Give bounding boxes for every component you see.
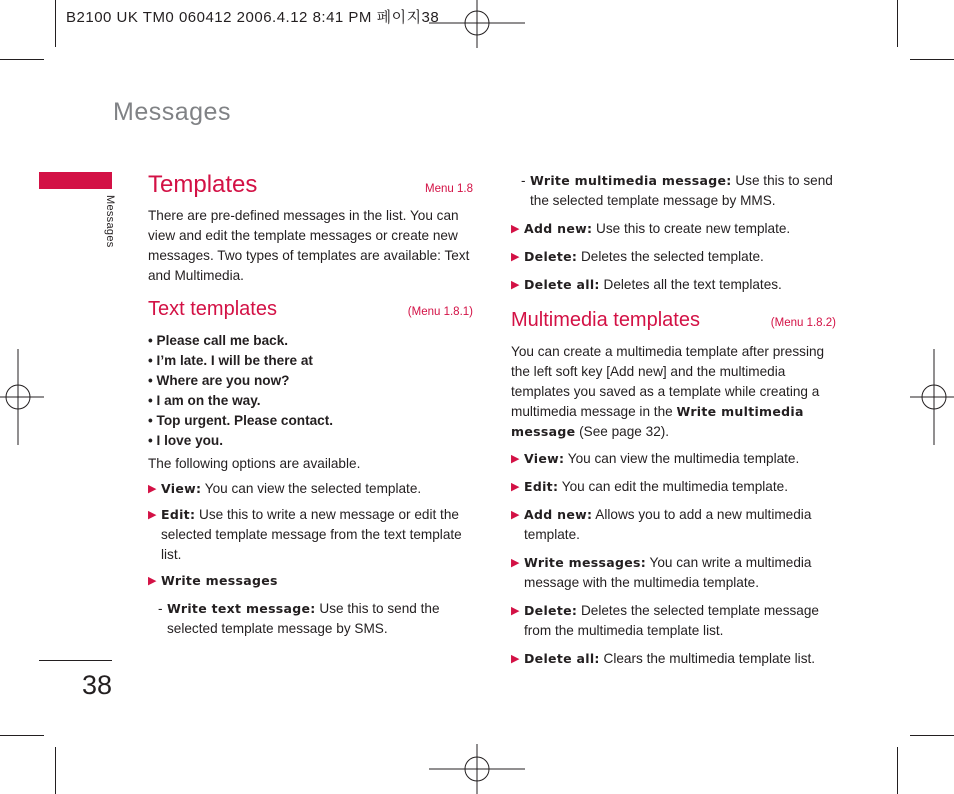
option-item bbox=[511, 505, 836, 545]
option-key: Delete: bbox=[524, 603, 578, 618]
option-item bbox=[511, 553, 836, 593]
sub-option-item bbox=[511, 171, 836, 211]
list-item: • Please call me back. bbox=[148, 333, 289, 348]
mm-intro-text: (See page 32). bbox=[575, 424, 670, 439]
crop-mark bbox=[897, 0, 898, 47]
option-text: Use this to send the selected template message by SMS. bbox=[167, 601, 440, 636]
option-text: Use this to create new template. bbox=[592, 221, 791, 236]
option-text: Allows you to add a new multimedia template. bbox=[524, 507, 812, 542]
section-heading bbox=[148, 171, 473, 203]
mm-intro-paragraph bbox=[511, 342, 836, 442]
triangle-right-icon: ▶ bbox=[511, 557, 520, 569]
triangle-right-icon: ▶ bbox=[148, 509, 157, 521]
list-item: • Where are you now? bbox=[148, 373, 290, 388]
option-item bbox=[511, 649, 836, 669]
side-label: Messages bbox=[104, 195, 116, 248]
option-key: Write messages: bbox=[524, 555, 647, 570]
registration-mark-icon bbox=[910, 349, 954, 445]
option-key: Delete: bbox=[524, 249, 578, 264]
intro-paragraph: There are pre-defined messages in the list. You can view and edit the template messages or create new messages. Two types of templates are available: Text and Multimedia. bbox=[148, 208, 470, 283]
triangle-right-icon: ▶ bbox=[511, 453, 520, 465]
option-item bbox=[511, 219, 836, 239]
templates-title: Templates bbox=[148, 171, 258, 198]
triangle-right-icon: ▶ bbox=[511, 223, 520, 235]
subsection-heading bbox=[148, 297, 473, 324]
crop-mark bbox=[910, 735, 954, 736]
option-item bbox=[511, 247, 836, 267]
option-key: Add new: bbox=[524, 507, 593, 522]
option-text: Deletes all the text templates. bbox=[599, 277, 782, 292]
menu-ref: (Menu 1.8.2) bbox=[770, 317, 836, 329]
dash: - bbox=[158, 601, 163, 616]
dash: - bbox=[521, 173, 526, 188]
list-item: • Top urgent. Please contact. bbox=[148, 413, 334, 428]
option-text: Deletes the selected template message from the multimedia template list. bbox=[524, 603, 819, 638]
triangle-right-icon: ▶ bbox=[511, 605, 520, 617]
crop-mark bbox=[0, 59, 44, 60]
triangle-right-icon: ▶ bbox=[511, 251, 520, 263]
option-item bbox=[511, 601, 836, 641]
option-item bbox=[148, 571, 473, 591]
option-text: Clears the multimedia template list. bbox=[599, 651, 816, 666]
option-key: Edit: bbox=[524, 479, 559, 494]
option-text: You can view the multimedia template. bbox=[564, 451, 800, 466]
sub-option-item bbox=[148, 599, 473, 639]
option-text: Deletes the selected template. bbox=[577, 249, 764, 264]
list-item: • I love you. bbox=[148, 433, 224, 448]
option-text: You can write a multimedia message with the multimedia template. bbox=[524, 555, 812, 590]
option-item bbox=[148, 505, 473, 565]
option-key: Write messages bbox=[161, 573, 278, 588]
list-item: • I am on the way. bbox=[148, 393, 261, 408]
triangle-right-icon: ▶ bbox=[511, 653, 520, 665]
option-key: View: bbox=[161, 481, 202, 496]
option-text: Use this to write a new message or edit the selected template message from the text template list. bbox=[161, 507, 462, 562]
option-key: Add new: bbox=[524, 221, 593, 236]
crop-mark bbox=[55, 747, 56, 794]
print-imprint: B2100 UK TM0 060412 2006.4.12 8:41 PM 페이지38 bbox=[66, 9, 440, 26]
triangle-right-icon: ▶ bbox=[511, 509, 520, 521]
mm-intro-text: You can create a multimedia template after pressing the left soft key [Add new] and the multimedia templates you saved as a template while creating a multimedia message in the bbox=[511, 344, 825, 419]
option-key: Edit: bbox=[161, 507, 196, 522]
crop-mark bbox=[910, 59, 954, 60]
chapter-title: Messages bbox=[113, 98, 231, 126]
option-key: View: bbox=[524, 451, 565, 466]
subsection-heading bbox=[511, 308, 836, 335]
triangle-right-icon: ▶ bbox=[148, 483, 157, 495]
triangle-right-icon: ▶ bbox=[148, 575, 157, 587]
triangle-right-icon: ▶ bbox=[511, 481, 520, 493]
registration-mark-icon bbox=[0, 349, 44, 445]
menu-ref: (Menu 1.8.1) bbox=[407, 306, 473, 318]
crop-mark bbox=[897, 747, 898, 794]
option-key: Write text message: bbox=[167, 601, 316, 616]
option-text: Use this to send the selected template message by MMS. bbox=[530, 173, 833, 208]
option-item bbox=[511, 449, 836, 469]
left-column bbox=[148, 171, 473, 639]
option-key: Write multimedia message bbox=[511, 404, 804, 439]
option-item bbox=[148, 479, 473, 499]
option-text: You can edit the multimedia template. bbox=[558, 479, 788, 494]
triangle-right-icon: ▶ bbox=[511, 279, 520, 291]
registration-mark-icon bbox=[429, 744, 525, 794]
menu-ref: Menu 1.8 bbox=[425, 183, 473, 195]
option-key: Delete all: bbox=[524, 651, 600, 666]
divider bbox=[39, 660, 112, 661]
text-templates-title: Text templates bbox=[148, 298, 277, 320]
options-intro: The following options are available. bbox=[148, 456, 361, 471]
registration-mark-icon bbox=[429, 0, 525, 48]
crop-mark bbox=[55, 0, 56, 47]
option-key: Delete all: bbox=[524, 277, 600, 292]
page-number: 38 bbox=[82, 670, 113, 700]
template-list bbox=[148, 331, 473, 451]
option-item bbox=[511, 477, 836, 497]
crop-mark bbox=[0, 735, 44, 736]
multimedia-templates-title: Multimedia templates bbox=[511, 309, 700, 331]
option-text: You can view the selected template. bbox=[201, 481, 422, 496]
list-item: • I’m late. I will be there at bbox=[148, 353, 313, 368]
right-column bbox=[511, 171, 836, 669]
option-item bbox=[511, 275, 836, 295]
option-key: Write multimedia message: bbox=[530, 173, 732, 188]
section-tab bbox=[39, 172, 112, 189]
